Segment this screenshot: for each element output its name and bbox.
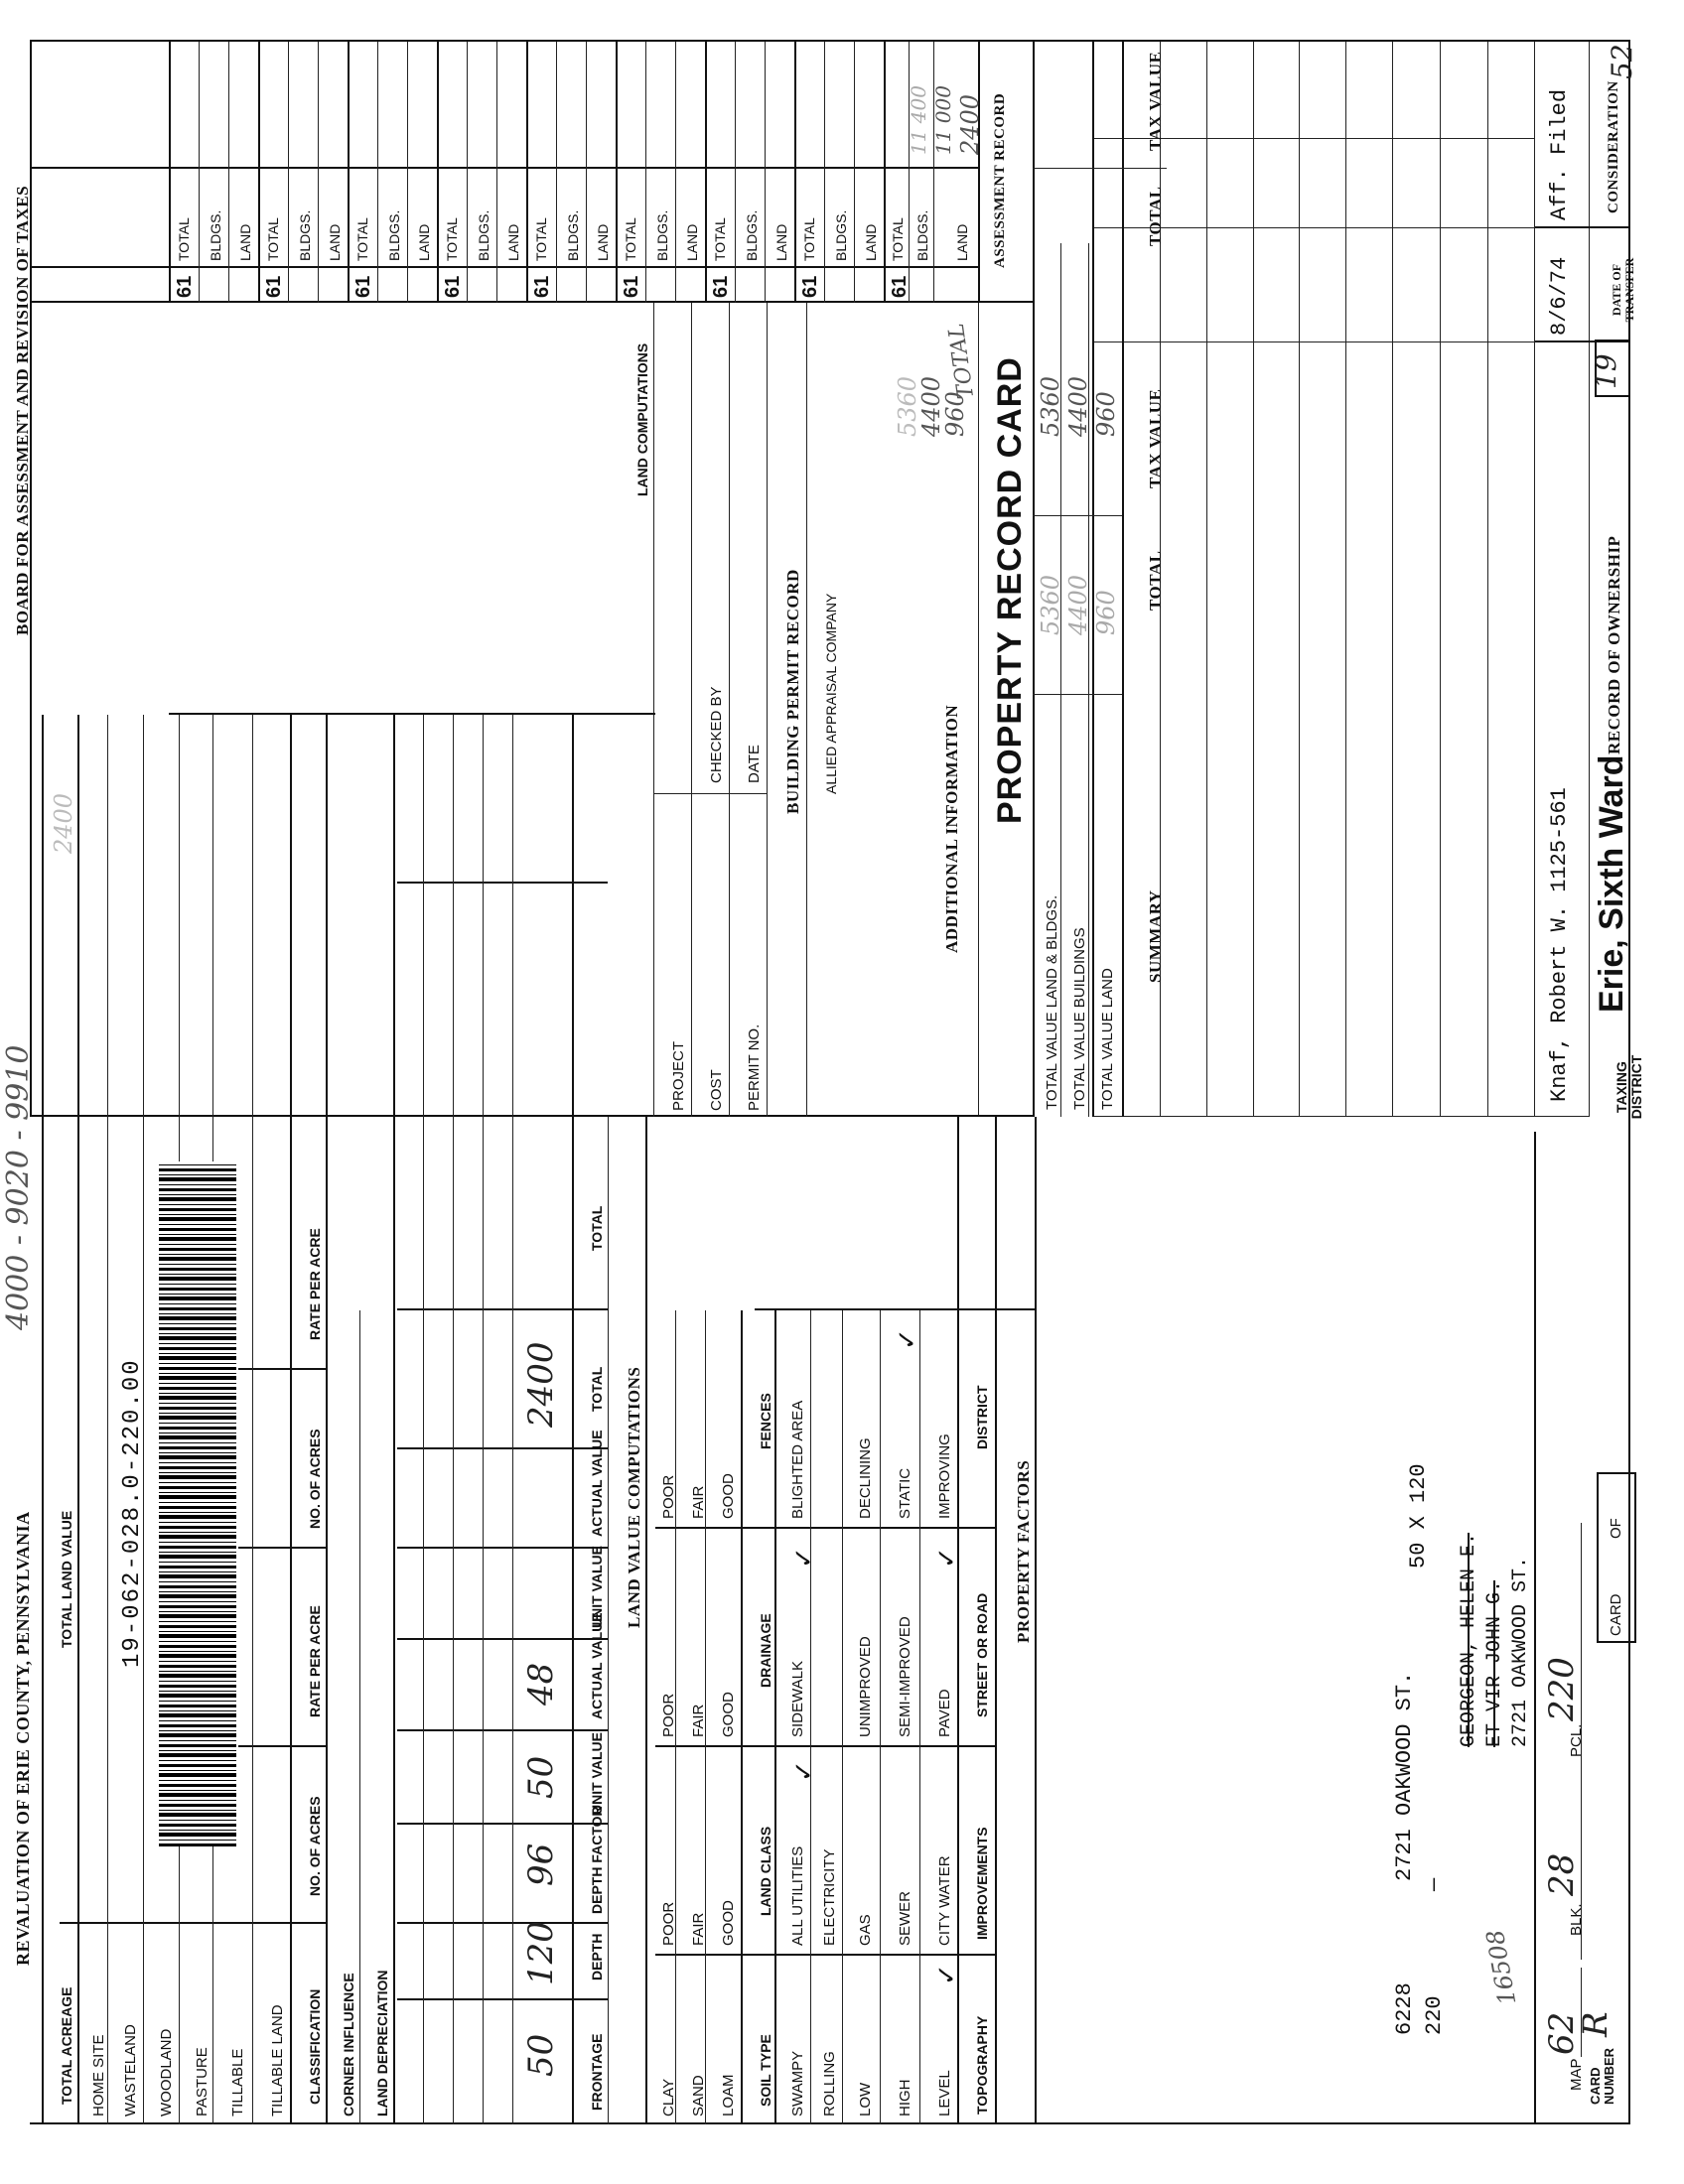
street-semi: SEMI-IMPROVED — [897, 1616, 913, 1737]
blk-value: 28 — [1542, 1852, 1582, 1896]
date-of-transfer-label: DATE OF TRANSFER — [1610, 257, 1636, 323]
stamp-61-1: 61 — [889, 275, 911, 298]
topography-header: TOPOGRAPHY — [974, 2015, 990, 2115]
fe-poor: POOR — [660, 1474, 677, 1519]
barcode — [159, 1161, 236, 1846]
summary-tax-2: 4400 — [1064, 375, 1092, 437]
transfer-date-1: 8/6/74 — [1547, 256, 1572, 336]
street-sidewalk-check: ✓ — [788, 1547, 818, 1569]
topo-level: LEVEL — [936, 2070, 953, 2116]
stamp-61-7: 61 — [352, 275, 374, 298]
class-woodland: WOODLAND — [158, 2028, 175, 2116]
owner-struck-1: GEORGEON, HELEN E. — [1458, 1532, 1480, 1747]
permit-no-label: PERMIT NO. — [746, 1024, 763, 1111]
lv-header-actual-2: ACTUAL VALUE — [589, 1430, 605, 1537]
assess-total-3: TOTAL — [712, 217, 728, 261]
project-label: PROJECT — [670, 1040, 687, 1111]
footer-left: REVALUATION OF ERIE COUNTY, PENNSYLVANIA — [13, 1511, 33, 1966]
lv-actual-value: 48 — [521, 1662, 561, 1706]
impr-gas: GAS — [857, 1914, 874, 1946]
lv-depth: 120 — [521, 1921, 561, 1985]
pcl-label: PCL. — [1568, 1723, 1585, 1757]
assess-total-6: TOTAL — [444, 217, 460, 261]
total-acreage: TOTAL ACREAGE — [59, 1986, 74, 2105]
impr-all-utilities-check: ✓ — [788, 1760, 818, 1782]
assessment-hw-3: 11 400 — [907, 85, 930, 155]
land-depreciation: LAND DEPRECIATION — [374, 1970, 390, 2116]
appraisal-company: ALLIED APPRAISAL COMPANY — [823, 593, 839, 794]
lv-header-unit-1: UNIT VALUE — [589, 1732, 605, 1815]
summary-total-1: 960 — [1092, 590, 1120, 635]
assess-land-2: LAND — [863, 223, 879, 261]
assess-bldgs-2: BLDGS. — [833, 209, 849, 261]
dr-fair: FAIR — [690, 1704, 707, 1737]
parcel-id: 19-062-028.0-220.00 — [119, 1358, 146, 1668]
class-pasture: PASTURE — [194, 2047, 210, 2116]
total-land-value-hw: 2400 — [50, 792, 77, 854]
property-factors-title: PROPERTY FACTORS — [1014, 1459, 1033, 1643]
date-label: DATE — [746, 745, 763, 783]
drainage-header: DRAINAGE — [758, 1613, 773, 1688]
top-right-number: 52 — [1606, 44, 1638, 79]
district-improving: IMPROVING — [936, 1433, 953, 1519]
assess-bldgs-4: BLDGS. — [654, 209, 670, 261]
assess-total-9: TOTAL — [176, 217, 192, 261]
impr-city-water: CITY WATER — [936, 1855, 953, 1946]
lv-header-total-1: TOTAL — [589, 1366, 605, 1412]
topo-rolling: ROLLING — [821, 2051, 838, 2116]
left-border — [30, 2122, 1628, 2124]
assess-bldgs-7: BLDGS. — [386, 209, 402, 261]
assess-land-7: LAND — [416, 223, 432, 261]
summary-row-1-label: TOTAL VALUE LAND — [1099, 968, 1116, 1110]
summary-title: SUMMARY — [1146, 889, 1165, 983]
pcl-value: 220 — [1542, 1657, 1582, 1721]
lc-fair: FAIR — [690, 1912, 707, 1946]
card-title: PROPERTY RECORD CARD — [991, 356, 1029, 824]
additional-value-3: 5360 — [894, 375, 921, 437]
topo-level-check: ✓ — [931, 1964, 961, 1985]
dr-poor: POOR — [660, 1693, 677, 1737]
summary-tax-label: TAX VALUE — [1146, 388, 1165, 488]
map-value: 62 — [1542, 2011, 1582, 2055]
address-2: 2721 OAKWOOD ST. — [1509, 1556, 1532, 1747]
impr-sewer: SEWER — [897, 1890, 913, 1946]
lv-header-actual-1: ACTUAL VALUE — [589, 1612, 605, 1719]
lv-header-depth: DEPTH — [589, 1933, 605, 1980]
dr-good: GOOD — [720, 1692, 737, 1737]
stamp-61-5: 61 — [531, 275, 553, 298]
building-permit-record: BUILDING PERMIT RECORD — [783, 569, 802, 814]
assess-total-2: TOTAL — [801, 217, 817, 261]
fences-header: FENCES — [758, 1393, 773, 1449]
lv-total: 2400 — [521, 1341, 561, 1428]
lot-size: 50 X 120 — [1406, 1463, 1431, 1569]
assess-land-9: LAND — [237, 223, 253, 261]
owner-struck-2: ET VIR JOHN G. — [1483, 1579, 1506, 1747]
assess-land-6: LAND — [505, 223, 521, 261]
additional-value-2: 4400 — [917, 375, 945, 437]
assess-total-8: TOTAL — [265, 217, 281, 261]
lc-poor: POOR — [660, 1901, 677, 1946]
district-name: Erie, Sixth Ward — [1593, 754, 1630, 1013]
assess-bldgs-5: BLDGS. — [565, 209, 581, 261]
consideration-1: Aff. Filed — [1547, 88, 1572, 220]
assess-total-4: TOTAL — [623, 217, 638, 261]
card-label: CARD — [1608, 1593, 1624, 1636]
assess-total-5: TOTAL — [533, 217, 549, 261]
assess-land-4: LAND — [684, 223, 700, 261]
lv-frontage: 50 — [521, 2033, 561, 2077]
assess-land-8: LAND — [327, 223, 343, 261]
assess-land-5: LAND — [595, 223, 611, 261]
district-blighted: BLIGHTED AREA — [789, 1400, 806, 1519]
consideration-label: CONSIDERATION — [1606, 80, 1621, 213]
land-class-header: LAND CLASS — [758, 1826, 773, 1916]
stamp-61-3: 61 — [710, 275, 732, 298]
taxing-district-label: TAXING DISTRICT — [1614, 1054, 1645, 1120]
stamp-61-8: 61 — [263, 275, 285, 298]
dash: — — [1422, 1877, 1447, 1891]
footer-handwritten: 4000 - 9020 - 9910 — [1, 1044, 36, 1330]
card-number-label: CARD NUMBER — [1588, 2047, 1617, 2105]
assess-total-7: TOTAL — [354, 217, 370, 261]
card-number-value: R — [1576, 2011, 1615, 2037]
fe-fair: FAIR — [690, 1485, 707, 1519]
blk-label: BLK. — [1568, 1903, 1585, 1936]
class-tillable-land: TILLABLE LAND — [269, 2004, 286, 2116]
topo-swampy: SWAMPY — [789, 2050, 806, 2116]
district-declining: DECLINING — [857, 1437, 874, 1519]
class-home-site: HOME SITE — [90, 2034, 107, 2116]
soil-loam: LOAM — [720, 2074, 737, 2116]
district-header: DISTRICT — [974, 1385, 990, 1449]
soil-header: SOIL TYPE — [758, 2034, 773, 2107]
assessment-hw-1: 2400 — [956, 93, 984, 155]
corner-influence: CORNER INFLUENCE — [341, 1973, 356, 2116]
soil-sand: SAND — [690, 2075, 707, 2116]
fe-good: GOOD — [720, 1473, 737, 1519]
street-paved: PAVED — [936, 1689, 953, 1737]
land-value-title: LAND VALUE COMPUTATIONS — [625, 1366, 643, 1628]
summary-total-label: TOTAL — [1146, 550, 1165, 611]
total-land-value: TOTAL LAND VALUE — [59, 1510, 74, 1648]
additional-info-label: ADDITIONAL INFORMATION — [942, 704, 961, 953]
street-unimproved: UNIMPROVED — [857, 1636, 874, 1737]
summary-tax-1: 960 — [1092, 391, 1120, 437]
assess-bldgs-3: BLDGS. — [744, 209, 760, 261]
lc-good: GOOD — [720, 1900, 737, 1946]
impr-electricity: ELECTRICITY — [821, 1848, 838, 1946]
code-1: 6228 — [1392, 1982, 1417, 2035]
assess-bldgs-1: BLDGS. — [914, 209, 930, 261]
owner-row-1: Knaf, Robert W. 1125-561 — [1547, 787, 1572, 1102]
class-wasteland: WASTELAND — [122, 2024, 139, 2116]
lv-unit-value: 50 — [521, 1755, 561, 1799]
summary-total-3: 5360 — [1037, 574, 1064, 635]
map-label: MAP — [1568, 2058, 1585, 2091]
lv-header-frontage: FRONTAGE — [589, 2033, 605, 2111]
acre-header-acres-1: NO. OF ACRES — [307, 1796, 323, 1896]
stamp-61-2: 61 — [799, 275, 821, 298]
assess-land-3: LAND — [773, 223, 789, 261]
assess-bldgs-9: BLDGS. — [208, 209, 223, 261]
checked-by-label: CHECKED BY — [708, 686, 725, 783]
assessment-marginal: TOTAL — [943, 322, 980, 401]
acre-header-classification: CLASSIFICATION — [307, 1988, 323, 2105]
summary-row-3-label: TOTAL VALUE LAND & BLDGS. — [1044, 894, 1060, 1110]
stamp-61-4: 61 — [621, 275, 642, 298]
assess-land-1: LAND — [954, 223, 970, 261]
of-label: OF — [1608, 1518, 1624, 1539]
footer-right: BOARD FOR ASSESSMENT AND REVISION OF TAXES — [13, 185, 32, 635]
lv-header-total-2: TOTAL — [589, 1205, 605, 1251]
assessment-tax-label: TAX VALUE — [1146, 51, 1165, 151]
street-sidewalk: SIDEWALK — [789, 1661, 806, 1737]
assessment-hw-2: 11 000 — [931, 85, 955, 155]
summary-tax-3: 5360 — [1037, 375, 1064, 437]
district-static-check: ✓ — [892, 1328, 921, 1350]
topo-low: LOW — [857, 2082, 874, 2116]
address-1: 2721 OAKWOOD ST. — [1392, 1671, 1417, 1881]
stamp-61-9: 61 — [174, 275, 196, 298]
stamp-61-6: 61 — [442, 275, 464, 298]
topo-high: HIGH — [897, 2079, 913, 2116]
acre-header-rate-2: RATE PER ACRE — [307, 1228, 323, 1340]
soil-clay: CLAY — [660, 2078, 677, 2116]
assess-bldgs-8: BLDGS. — [297, 209, 313, 261]
lv-header-depth-factor: DEPTH FACTOR — [589, 1806, 605, 1914]
assessment-title: ASSESSMENT RECORD — [992, 92, 1008, 268]
assess-bldgs-6: BLDGS. — [476, 209, 491, 261]
top-box-value: 19 — [1590, 353, 1622, 389]
summary-row-2-label: TOTAL VALUE BUILDINGS — [1071, 927, 1088, 1110]
district-static: STATIC — [897, 1467, 913, 1519]
class-tillable: TILLABLE — [229, 2048, 246, 2116]
handwritten-number: 16508 — [1480, 1927, 1522, 2007]
ownership-title: RECORD OF OWNERSHIP — [1605, 535, 1623, 754]
acre-header-acres-2: NO. OF ACRES — [307, 1429, 323, 1529]
acre-header-rate-1: RATE PER ACRE — [307, 1605, 323, 1717]
street-paved-check: ✓ — [931, 1547, 961, 1569]
improvements-header: IMPROVEMENTS — [974, 1827, 990, 1940]
summary-total-2: 4400 — [1064, 574, 1092, 635]
lv-header-unit-2: UNIT VALUE — [589, 1546, 605, 1628]
assessment-total-label: TOTAL — [1146, 186, 1165, 246]
street-header: STREET OR ROAD — [974, 1592, 990, 1717]
land-computations-right: LAND COMPUTATIONS — [634, 342, 650, 496]
assess-total-1: TOTAL — [890, 217, 906, 261]
additional-value-1: 960 — [941, 391, 969, 437]
lv-depth-factor: 96 — [521, 1843, 561, 1886]
cost-label: COST — [708, 1069, 725, 1111]
impr-all-utilities: ALL UTILITIES — [789, 1845, 806, 1946]
code-2: 220 — [1422, 1995, 1447, 2035]
